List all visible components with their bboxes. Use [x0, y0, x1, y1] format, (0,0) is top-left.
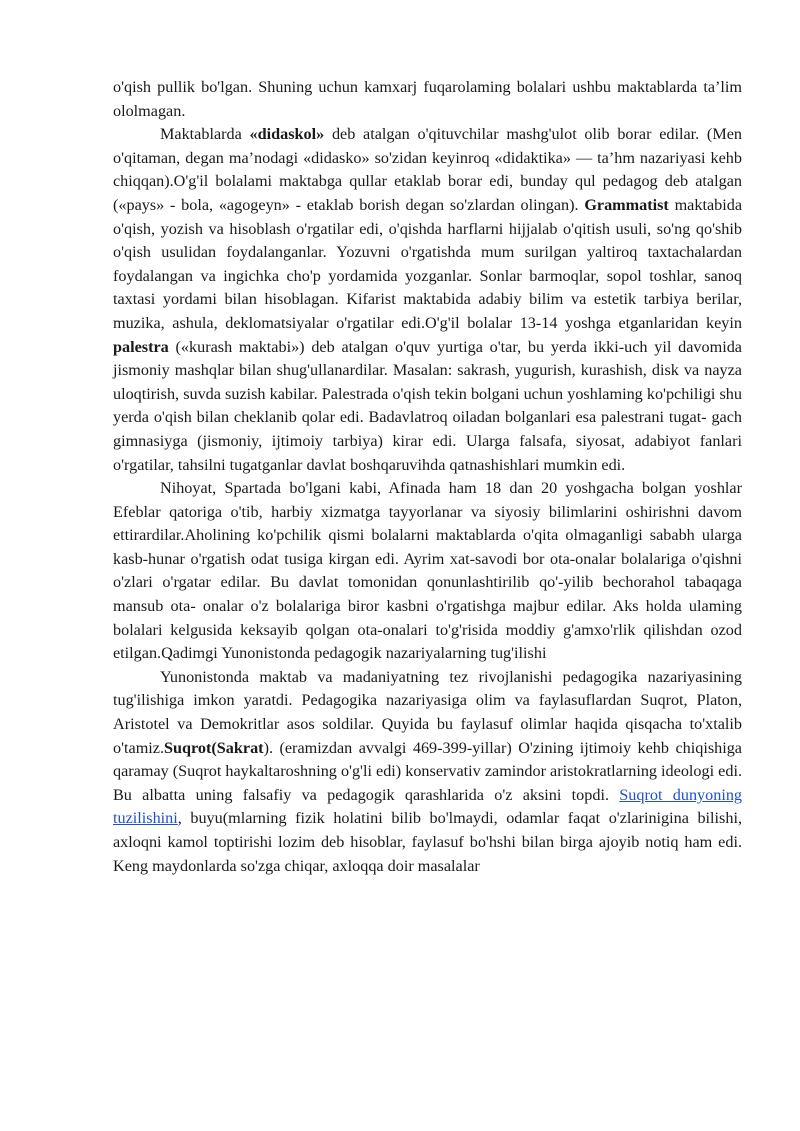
hyperlink[interactable]: Suqrot dunyoning tuzilishini: [113, 785, 743, 828]
paragraph: [113, 123, 742, 477]
paragraph: [113, 76, 742, 123]
text-run: Nihoyat, Spartada bo'lgani kabi, Afinada ham 18 dan 20 yoshgacha bolgan yoshlar Efeblar qatoriga o'tib, harbiy xizmatga tayyorlanar va siyosiy bilimlarini oshirishni davom ettirardilar.Aholining ko'pchilik qismi bolalarni maktablarda o'qita olmaganligi sababh ularga kasb-hunar o'rgatish odat tusiga kirgan edi. Ayrim xat-savodi bor ota-onalar bolalariga o'qishni o'zlari o'rgatar edilar. Bu davlat tomonidan qonunlashtirilib qo'-yilib bechorahol tabaqaga mansub ota- onalar o'z bolalariga biror kasbni o'rgatishga majbur edilar. Aks holda ulaming bolalari kelgusida keksayib qolgan ota-onalari to'g'risida moddiy g'amxo'rlik qilishdan ozod etilgan.Qadimgi Yunonistonda pedagogik nazariyalarning tug'ilishi: [113, 479, 742, 663]
document-page: [113, 76, 742, 878]
paragraph: [113, 666, 742, 878]
text-run: ). (eramizdan avvalgi 469-399-yillar) O'zining ijtimoiy kehb chiqishiga qaramay (Suqrot haykaltaroshning o'g'li edi) konservativ zamindor aristokratlarning ideologi edi. Bu albatta uning falsafiy va pedagogik qarashlarida o'z aksini topdi.: [113, 738, 742, 804]
bold-term: Grammatist: [584, 195, 669, 214]
text-run: («kurash maktabi») deb atalgan o'quv yurtiga o'tar, bu yerda ikki-uch yil davomida jismoniy mashqlar bilan shug'ullanardilar. Masalan: sakrash, yugurish, kurashish, disk va nayza uloqtirish, suvda suzish kabilar. Palestrada o'qish tekin bolgani uchun yoshlaming ko'pchiligi shu yerda o'qish bilan cheklanib qolar edi. Badavlatroq oiladan bolganlari esa palestrani tugat- gach gimnasiyga (jismoniy, ijtimoiy tarbiya) kirar edi. Ularga falsafa, siyosat, adabiyot fanlari o'rgatilar, tahsilni tugatganlar davlat boshqaruvihda qatnashishlari mumkin edi.: [113, 337, 742, 474]
text-run: Yunonistonda maktab va madaniyatning tez rivojlanishi pedagogika nazariyasining tug'ilishiga imkon yaratdi. Pedagogika nazariyasiga olim va faylasuflardan Suqrot, Platon, Aristotel va Demokritlar asos soldilar. Quyida bu faylasuf olimlar haqida qisqacha to'xtalib o'tamiz.: [113, 667, 742, 757]
bold-term: palestra: [113, 337, 169, 356]
text-run: o'qish pullik bo'lgan. Shuning uchun kamxarj fuqarolaming bolalari ushbu maktablarda ta’lim ololmagan.: [113, 78, 742, 120]
bold-term: «didaskol»: [249, 125, 325, 144]
paragraph: [113, 477, 742, 666]
text-run: Maktablarda: [160, 125, 250, 144]
bold-term: Suqrot(Sakrat: [164, 738, 264, 757]
text-run: maktabida o'qish, yozish va hisoblash o'rgatilar edi, o'qishda harflarni hijjalab o'qitish usuli, so'ng qo'shib o'qish usulidan foydalanganlar. Yozuvni o'rgatishda mum surilgan yaltiroq taxtachalardan foydalangan va ingichka cho'p yordamida yozganlar. Sonlar barmoqlar, sopol toshlar, sanoq taxtasi yordami bilan hisoblagan. Kifarist maktabida adabiy bilim va estetik tarbiya berilar, muzika, ashula, deklomatsiyalar o'rgatilar edi.O'g'il bolalar 13-14 yoshga etganlaridan keyin: [113, 195, 743, 332]
text-run: deb atalgan o'qituvchilar mashg'ulot olib borar edilar. (Men o'qitaman, degan ma’nodagi «didasko» so'zidan keyinroq «didaktika» — ta’hm nazariyasi kehb chiqqan).O'g'il bolalami maktabga qullar etaklab borar edi, bunday qul pedagog deb atalgan («pays» - bola, «agogeyn» - etaklab borish degan so'zlardan olingan).: [113, 125, 742, 214]
text-run: , buyu(mlarning fizik holatini bilib bo'lmaydi, odamlar faqat o'zlarinigina bilishi, axloqni kamol toptirishi lozim deb hisoblar, faylasuf bo'hshi bilan birga ajoyib notiq ham edi. Keng maydonlarda so'zga chiqar, axloqqa doir masalalar: [113, 809, 742, 875]
